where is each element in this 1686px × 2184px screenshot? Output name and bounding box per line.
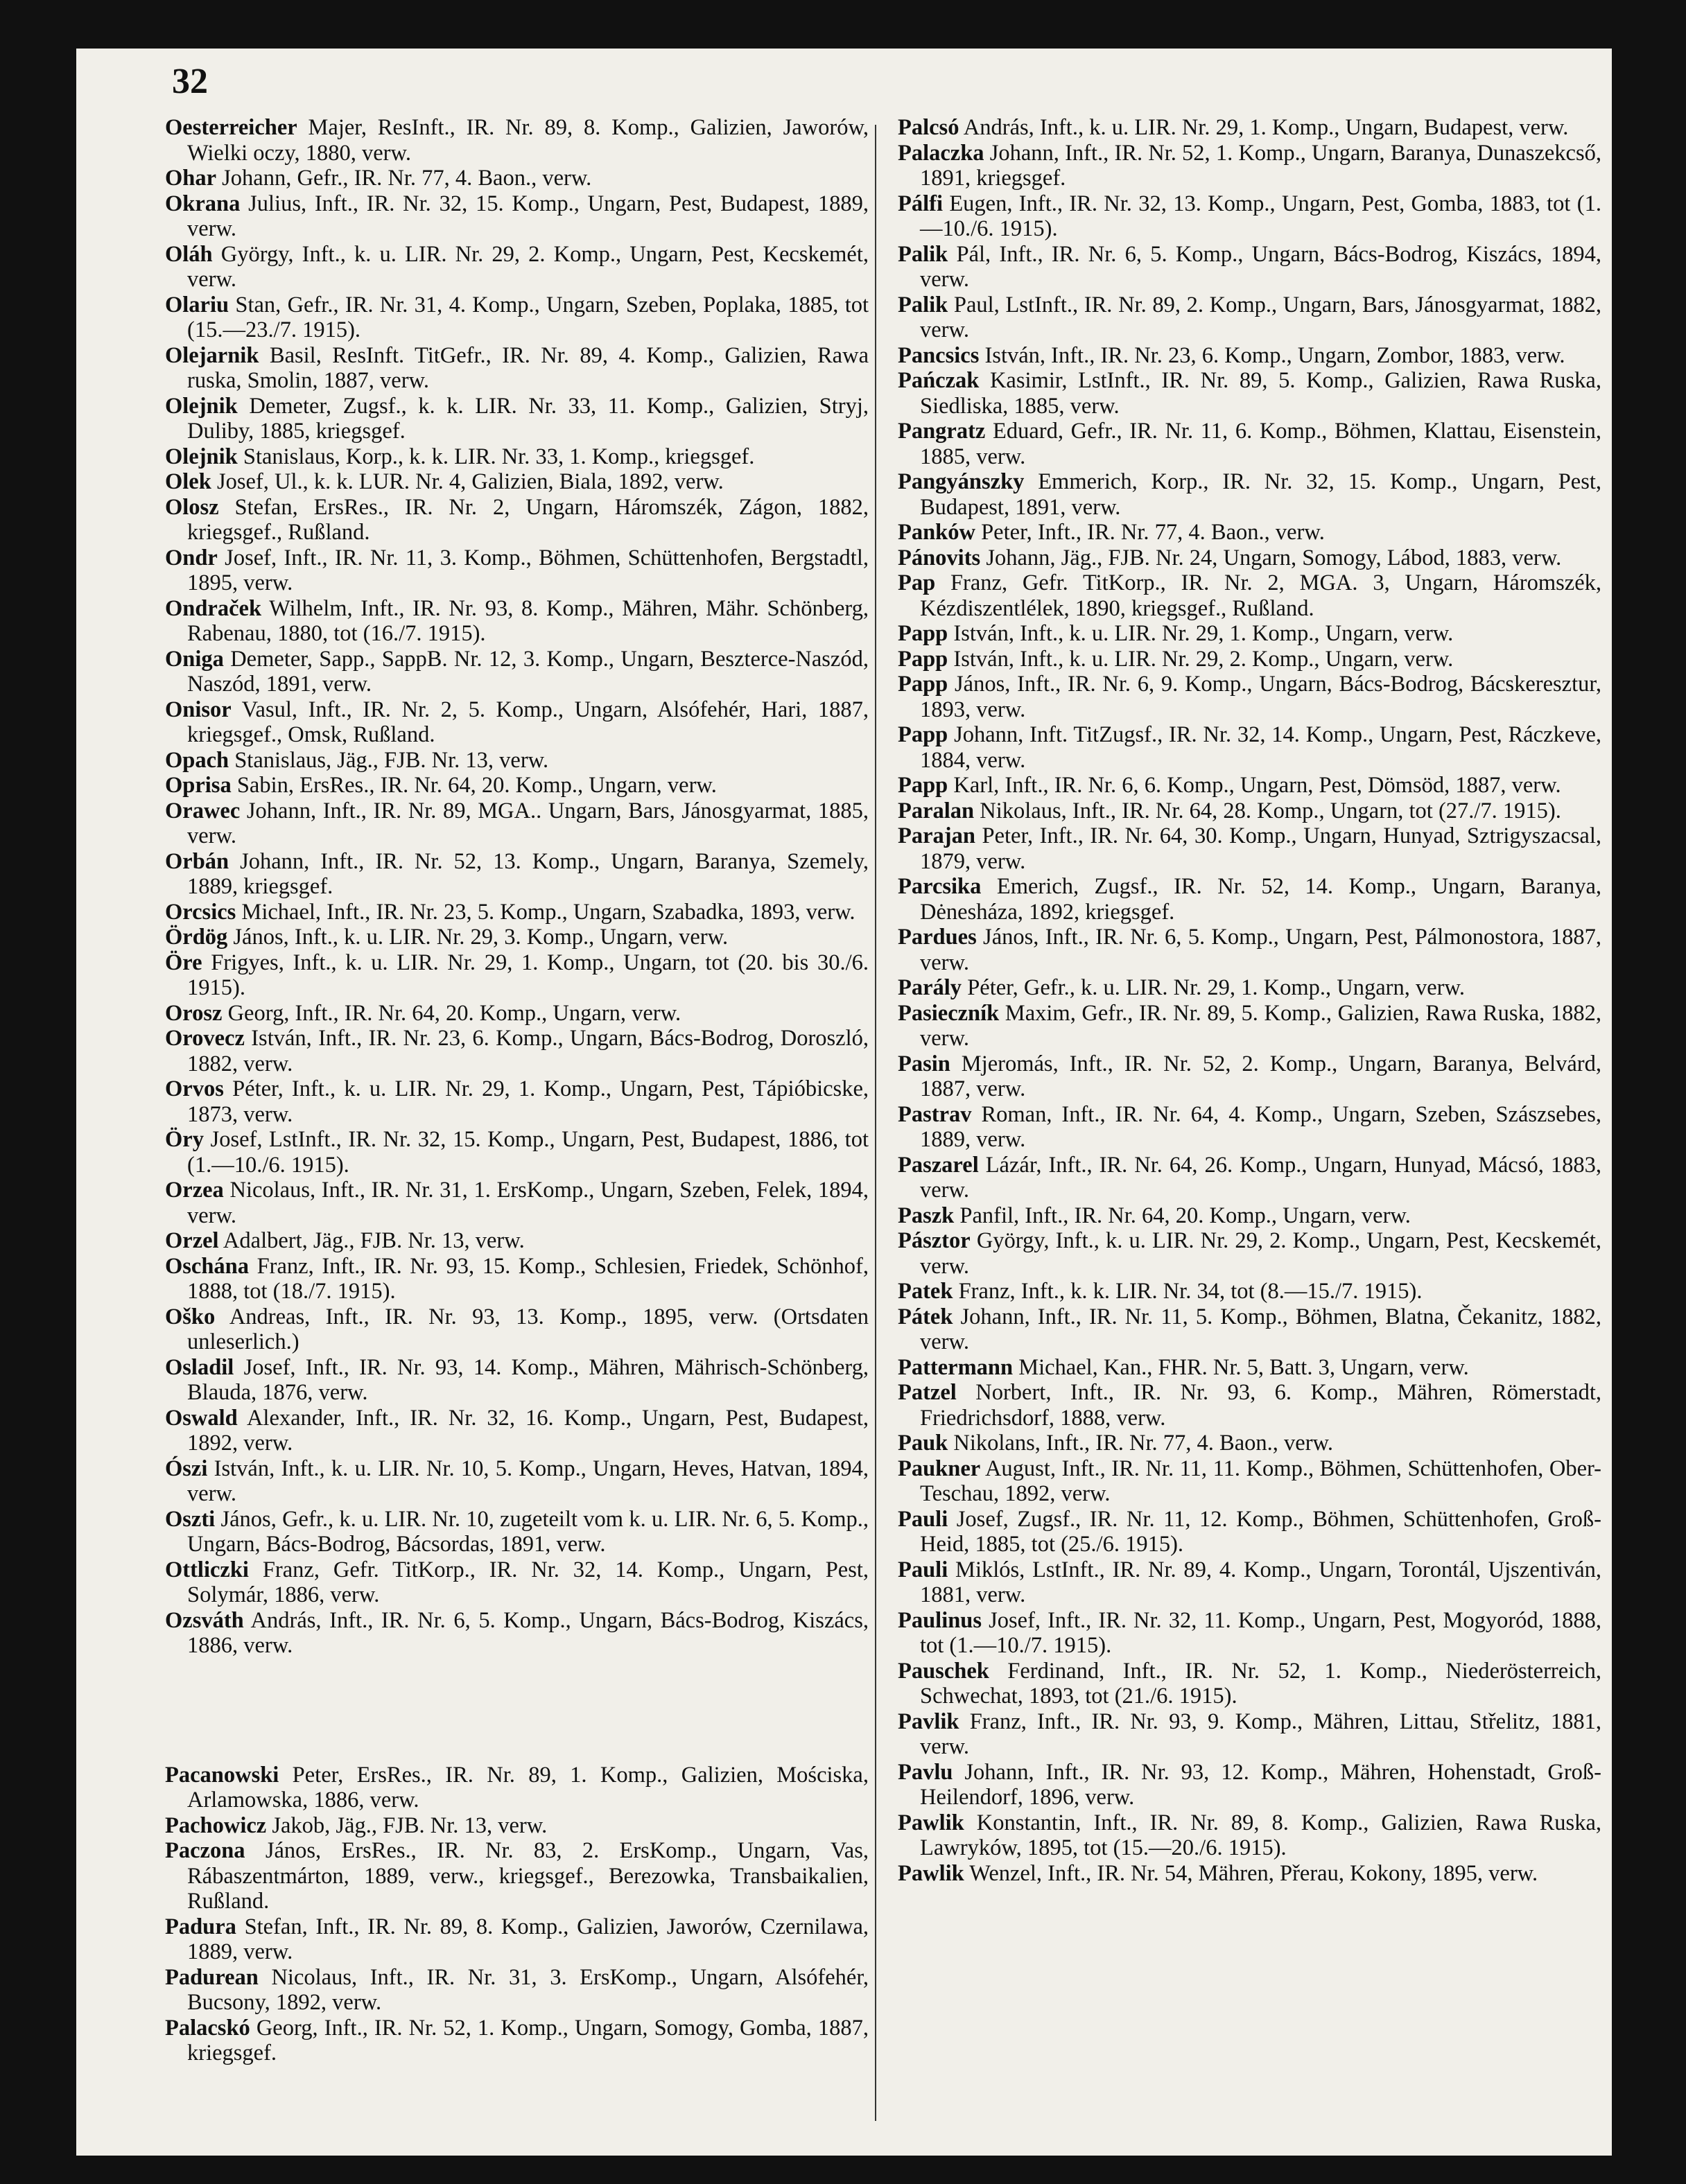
entry-details: Ferdinand, Inft., IR. Nr. 52, 1. Komp., Niederösterreich, Schwechat, 1893, tot (21./6. 1915). — [920, 1658, 1601, 1709]
entry-details: Franz, Inft., k. k. LIR. Nr. 34, tot (8.—15./7. 1915). — [953, 1279, 1423, 1304]
entry-details: János, ErsRes., IR. Nr. 83, 2. ErsKomp., Ungarn, Vas, Rábaszentmárton, 1889, verw., kriegsgef., Berezowka, Transbaikalien, Rußland. — [187, 1838, 869, 1914]
entry-details: Stefan, ErsRes., IR. Nr. 2, Ungarn, Háromszék, Zágon, 1882, kriegsgef., Rußland. — [187, 494, 869, 545]
list-entry — [898, 1102, 1601, 1153]
entry-surname: Pancsics — [898, 342, 980, 368]
entry-surname: Oprisa — [165, 773, 232, 798]
entry-details: György, Inft., k. u. LIR. Nr. 29, 2. Komp., Ungarn, Pest, Kecskemét, verw. — [920, 1228, 1601, 1279]
entry-surname: Pasieczník — [898, 1000, 1000, 1026]
list-entry — [165, 1456, 869, 1507]
entry-details: Stan, Gefr., IR. Nr. 31, 4. Komp., Ungarn, Szeben, Poplaka, 1885, tot (15.—23./7. 1915). — [187, 292, 869, 342]
entry-surname: Opach — [165, 747, 229, 773]
list-entry — [165, 1813, 869, 1839]
list-entry — [898, 570, 1601, 621]
entry-surname: Olariu — [165, 292, 229, 317]
list-entry — [898, 1001, 1601, 1051]
list-entry — [165, 1304, 869, 1355]
list-entry — [898, 925, 1601, 975]
entry-surname: Pauli — [898, 1557, 948, 1582]
entry-surname: Papp — [898, 621, 948, 646]
entry-surname: Pauschek — [898, 1658, 989, 1684]
entry-surname: Patek — [898, 1279, 953, 1304]
entry-details: Michael, Inft., IR. Nr. 23, 5. Komp., Ungarn, Szabadka, 1893, verw. — [236, 899, 855, 925]
entry-details: Jakob, Jäg., FJB. Nr. 13, verw. — [266, 1812, 548, 1838]
entry-details: András, Inft., k. u. LIR. Nr. 29, 1. Komp., Ungarn, Budapest, verw. — [959, 115, 1569, 140]
entry-surname: Olek — [165, 469, 211, 494]
list-entry — [898, 823, 1601, 874]
list-entry — [898, 1203, 1601, 1229]
list-entry — [898, 1760, 1601, 1810]
entry-surname: Ondraček — [165, 595, 262, 621]
entry-surname: Orovecz — [165, 1026, 245, 1051]
entry-surname: Orvos — [165, 1076, 224, 1101]
entry-details: Franz, Inft., IR. Nr. 93, 9. Komp., Mähren, Littau, Střelitz, 1881, verw. — [920, 1709, 1601, 1759]
list-entry — [898, 242, 1601, 292]
entry-surname: Pastrav — [898, 1101, 972, 1127]
entry-details: Konstantin, Inft., IR. Nr. 89, 8. Komp., Galizien, Rawa Ruska, Lawryków, 1895, tot (15.—20./6. 1915). — [920, 1810, 1601, 1860]
list-entry — [165, 773, 869, 798]
entry-details: János, Inft., IR. Nr. 6, 9. Komp., Ungarn, Bács-Bodrog, Bácskeresztur, 1893, verw. — [920, 672, 1601, 722]
entry-details: Johann, Inft., IR. Nr. 52, 13. Komp., Ungarn, Baranya, Szemely, 1889, kriegsgef. — [187, 848, 869, 899]
entry-details: Emerich, Zugsf., IR. Nr. 52, 14. Komp., Ungarn, Baranya, Dėnesháza, 1892, kriegsgef. — [920, 874, 1601, 925]
entry-details: August, Inft., IR. Nr. 11, 11. Komp., Böhmen, Schüttenhofen, Ober-Teschau, 1892, verw. — [920, 1456, 1601, 1506]
page-number: 32 — [172, 62, 208, 101]
list-entry — [165, 1507, 869, 1557]
entry-surname: Palaczka — [898, 140, 984, 166]
entry-details: Wenzel, Inft., IR. Nr. 54, Mähren, Přerau, Kokony, 1895, verw. — [964, 1860, 1538, 1886]
entry-details: Majer, ResInft., IR. Nr. 89, 8. Komp., Galizien, Jaworów, Wielki oczy, 1880, verw. — [187, 115, 869, 166]
entry-surname: Padurean — [165, 1964, 259, 1990]
entry-details: Johann, Inft. TitZugsf., IR. Nr. 32, 14. Komp., Ungarn, Pest, Ráczkeve, 1884, verw. — [920, 722, 1601, 773]
entry-details: György, Inft., k. u. LIR. Nr. 29, 2. Komp., Ungarn, Pest, Kecskemét, verw. — [187, 241, 869, 292]
entry-details: Johann, Jäg., FJB. Nr. 24, Ungarn, Somogy, Lábod, 1883, verw. — [980, 545, 1562, 570]
entry-details: Stanislaus, Jäg., FJB. Nr. 13, verw. — [229, 747, 549, 773]
list-entry — [898, 1355, 1601, 1381]
entry-surname: Oswald — [165, 1405, 238, 1431]
list-entry — [898, 368, 1601, 419]
entry-details: János, Gefr., k. u. LIR. Nr. 10, zugeteilt vom k. u. LIR. Nr. 6, 5. Komp., Ungarn, Bács-Bodrog, Bácsordas, 1891, verw. — [187, 1506, 869, 1557]
entry-details: Johann, Inft., IR. Nr. 11, 5. Komp., Böhmen, Blatna, Čekanitz, 1882, verw. — [920, 1304, 1601, 1354]
entry-details: Michael, Kan., FHR. Nr. 5, Batt. 3, Ungarn, verw. — [1013, 1354, 1469, 1380]
entry-details: Demeter, Sapp., SappB. Nr. 12, 3. Komp., Ungarn, Beszterce-Naszód, Naszód, 1891, verw. — [187, 646, 869, 697]
list-entry — [898, 1557, 1601, 1608]
list-entry — [165, 1557, 869, 1608]
list-entry — [898, 191, 1601, 242]
entry-surname: Pálfi — [898, 191, 943, 216]
entry-surname: Pasin — [898, 1051, 950, 1076]
entry-surname: Pachowicz — [165, 1812, 267, 1838]
entry-surname: Orcsics — [165, 899, 236, 925]
entry-surname: Palcsó — [898, 115, 959, 140]
list-entry — [898, 545, 1601, 571]
entry-surname: Ottliczki — [165, 1557, 249, 1582]
entry-surname: Pátek — [898, 1304, 953, 1329]
entry-surname: Papp — [898, 773, 948, 798]
list-entry — [165, 1838, 869, 1914]
entry-details: Andreas, Inft., IR. Nr. 93, 13. Komp., 1895, verw. (Ortsdaten unleserlich.) — [187, 1304, 869, 1354]
entry-details: Johann, Inft., IR. Nr. 89, MGA.. Ungarn, Bars, Jánosgyarmat, 1885, verw. — [187, 798, 869, 848]
entry-details: Johann, Inft., IR. Nr. 52, 1. Komp., Ungarn, Baranya, Dunaszekcső, 1891, kriegsgef. — [920, 140, 1601, 191]
entry-surname: Ószi — [165, 1456, 208, 1481]
entry-surname: Papp — [898, 722, 948, 747]
list-entry — [898, 975, 1601, 1001]
list-entry — [898, 469, 1601, 520]
entry-surname: Ozsváth — [165, 1607, 244, 1633]
list-entry — [165, 166, 869, 191]
list-entry — [898, 1608, 1601, 1659]
list-entry — [898, 1279, 1601, 1304]
entry-surname: Paszk — [898, 1203, 955, 1228]
entry-surname: Pacanowski — [165, 1762, 279, 1788]
entry-surname: Patzel — [898, 1380, 957, 1405]
entry-details: Julius, Inft., IR. Nr. 32, 15. Komp., Ungarn, Pest, Budapest, 1889, verw. — [187, 191, 869, 241]
list-entry — [165, 697, 869, 748]
entry-surname: Ondr — [165, 545, 218, 570]
document-page — [76, 49, 1612, 2156]
list-entry — [898, 1304, 1601, 1355]
entry-surname: Pavlu — [898, 1759, 953, 1785]
list-entry — [165, 596, 869, 647]
list-entry — [898, 621, 1601, 647]
list-entry — [165, 545, 869, 596]
list-entry — [165, 748, 869, 774]
entry-details: Johann, Inft., IR. Nr. 93, 12. Komp., Mähren, Hohenstadt, Groß-Heilendorf, 1896, verw. — [920, 1759, 1601, 1810]
list-entry — [165, 900, 869, 925]
list-entry — [165, 2016, 869, 2066]
entry-surname: Olejnik — [165, 393, 238, 419]
entry-surname: Paczona — [165, 1838, 245, 1863]
list-entry — [898, 1507, 1601, 1557]
entry-details: Johann, Gefr., IR. Nr. 77, 4. Baon., verw. — [216, 166, 592, 191]
list-entry — [165, 925, 869, 950]
list-entry — [165, 444, 869, 470]
entry-details: Maxim, Gefr., IR. Nr. 89, 5. Komp., Galizien, Rawa Ruska, 1882, verw. — [920, 1000, 1601, 1051]
entry-surname: Padura — [165, 1914, 236, 1939]
list-entry — [165, 1965, 869, 2016]
list-entry — [165, 292, 869, 343]
list-entry — [898, 722, 1601, 773]
entry-details: Franz, Inft., IR. Nr. 93, 15. Komp., Schlesien, Friedek, Schönhof, 1888, tot (18./7. 1915). — [187, 1253, 869, 1304]
list-entry — [165, 1763, 869, 1813]
list-entry — [165, 115, 869, 166]
list-entry — [165, 343, 869, 394]
entry-surname: Parcsika — [898, 874, 982, 899]
entry-surname: Paszarel — [898, 1152, 979, 1178]
list-entry — [165, 191, 869, 242]
entry-details: Basil, ResInft. TitGefr., IR. Nr. 89, 4. Komp., Galizien, Rawa ruska, Smolin, 1887, verw. — [187, 342, 869, 393]
entry-surname: Pásztor — [898, 1228, 971, 1253]
entry-details: Alexander, Inft., IR. Nr. 32, 16. Komp., Ungarn, Pest, Budapest, 1892, verw. — [187, 1405, 869, 1456]
entry-details: Péter, Gefr., k. u. LIR. Nr. 29, 1. Komp., Ungarn, verw. — [962, 975, 1465, 1000]
entry-surname: Oniga — [165, 646, 224, 672]
entry-details: Stefan, Inft., IR. Nr. 89, 8. Komp., Galizien, Jaworów, Czernilawa, 1889, verw. — [187, 1914, 869, 1964]
right-column — [898, 115, 1601, 1886]
list-entry — [165, 1026, 869, 1076]
list-entry — [898, 1709, 1601, 1760]
entry-details: Vasul, Inft., IR. Nr. 2, 5. Komp., Ungarn, Alsófehér, Hari, 1887, kriegsgef., Omsk, Rußland. — [187, 697, 869, 747]
entry-details: Wilhelm, Inft., IR. Nr. 93, 8. Komp., Mähren, Mähr. Schönberg, Rabenau, 1880, tot (16./7. 1915). — [187, 595, 869, 646]
entry-details: Mjeromás, Inft., IR. Nr. 52, 2. Komp., Ungarn, Baranya, Belvárd, 1887, verw. — [920, 1051, 1601, 1101]
entry-surname: Palik — [898, 292, 948, 317]
entry-surname: Orbán — [165, 848, 229, 874]
entry-surname: Pap — [898, 570, 936, 595]
entry-surname: Pangyánszky — [898, 469, 1025, 494]
entry-details: Josef, Ul., k. k. LUR. Nr. 4, Galizien, Biala, 1892, verw. — [211, 469, 724, 494]
entry-details: Josef, Inft., IR. Nr. 11, 3. Komp., Böhmen, Schüttenhofen, Bergstadtl, 1895, verw. — [187, 545, 869, 595]
list-entry — [165, 242, 869, 292]
entry-details: András, Inft., IR. Nr. 6, 5. Komp., Ungarn, Bács-Bodrog, Kiszács, 1886, verw. — [187, 1607, 869, 1658]
entry-details: Kasimir, LstInft., IR. Nr. 89, 5. Komp., Galizien, Rawa Ruska, Siedliska, 1885, verw. — [920, 368, 1601, 419]
entry-surname: Pawlik — [898, 1860, 964, 1886]
entry-surname: Olosz — [165, 494, 219, 520]
list-entry — [165, 1127, 869, 1178]
entry-surname: Oschána — [165, 1253, 250, 1279]
entry-surname: Paralan — [898, 798, 975, 823]
entry-details: István, Inft., k. u. LIR. Nr. 29, 1. Komp., Ungarn, verw. — [948, 621, 1454, 646]
entry-details: Peter, Inft., IR. Nr. 64, 30. Komp., Ungarn, Hunyad, Sztrigyszacsal, 1879, verw. — [920, 823, 1601, 874]
list-entry — [898, 1380, 1601, 1431]
entry-surname: Oško — [165, 1304, 216, 1329]
entry-details: Josef, LstInft., IR. Nr. 32, 15. Komp., Ungarn, Pest, Budapest, 1886, tot (1.—10./6. 1915). — [187, 1127, 869, 1178]
entry-details: Nikolaus, Inft., IR. Nr. 64, 28. Komp., Ungarn, tot (27./7. 1915). — [974, 798, 1561, 823]
entry-details: Frigyes, Inft., k. u. LIR. Nr. 29, 1. Komp., Ungarn, tot (20. bis 30./6. 1915). — [187, 950, 869, 1000]
entry-surname: Öre — [165, 950, 202, 975]
entry-details: Georg, Inft., IR. Nr. 64, 20. Komp., Ungarn, verw. — [222, 1000, 681, 1026]
list-entry — [898, 1431, 1601, 1456]
entry-details: Georg, Inft., IR. Nr. 52, 1. Komp., Ungarn, Somogy, Gomba, 1887, kriegsgef. — [187, 2015, 869, 2065]
entry-surname: Orzea — [165, 1178, 224, 1203]
list-entry — [165, 1608, 869, 1659]
entry-surname: Onisor — [165, 697, 232, 722]
list-entry — [165, 1178, 869, 1228]
entry-surname: Paulinus — [898, 1607, 982, 1633]
entry-surname: Pavlik — [898, 1709, 959, 1734]
entry-details: Eduard, Gefr., IR. Nr. 11, 6. Komp., Böhmen, Klattau, Eisenstein, 1885, verw. — [920, 419, 1601, 469]
entry-details: Nicolaus, Inft., IR. Nr. 31, 3. ErsKomp., Ungarn, Alsófehér, Bucsony, 1892, verw. — [187, 1964, 869, 2015]
entry-surname: Oszti — [165, 1506, 216, 1532]
list-entry — [165, 1001, 869, 1027]
list-entry — [898, 773, 1601, 798]
list-entry — [898, 647, 1601, 672]
entry-surname: Ohar — [165, 166, 217, 191]
entry-details: István, Inft., k. u. LIR. Nr. 10, 5. Komp., Ungarn, Heves, Hatvan, 1894, verw. — [187, 1456, 869, 1506]
entry-details: Lázár, Inft., IR. Nr. 64, 26. Komp., Ungarn, Hunyad, Mácsó, 1883, verw. — [920, 1152, 1601, 1203]
entry-surname: Orawec — [165, 798, 241, 823]
list-entry — [898, 419, 1601, 469]
entry-details: Roman, Inft., IR. Nr. 64, 4. Komp., Ungarn, Szeben, Szászsebes, 1889, verw. — [920, 1101, 1601, 1152]
column-divider — [875, 125, 876, 2121]
entry-surname: Olejnik — [165, 444, 238, 469]
entry-details: Eugen, Inft., IR. Nr. 32, 13. Komp., Ungarn, Pest, Gomba, 1883, tot (1.—10./6. 1915). — [920, 191, 1601, 241]
section-gap — [165, 1659, 869, 1763]
list-entry — [165, 1355, 869, 1406]
entry-surname: Oesterreicher — [165, 115, 297, 140]
entry-details: Franz, Gefr. TitKorp., IR. Nr. 32, 14. Komp., Ungarn, Pest, Solymár, 1886, verw. — [187, 1557, 869, 1607]
entry-surname: Oláh — [165, 241, 213, 267]
entry-details: Josef, Inft., IR. Nr. 93, 14. Komp., Mähren, Mährisch-Schönberg, Blauda, 1876, verw. — [187, 1354, 869, 1405]
entry-details: Nicolaus, Inft., IR. Nr. 31, 1. ErsKomp., Ungarn, Szeben, Felek, 1894, verw. — [187, 1178, 869, 1228]
entry-surname: Olejarnik — [165, 342, 259, 368]
list-entry — [165, 469, 869, 495]
entry-surname: Pauli — [898, 1506, 948, 1532]
list-entry — [165, 394, 869, 444]
entry-details: Stanislaus, Korp., k. k. LIR. Nr. 33, 1. Komp., kriegsgef. — [237, 444, 755, 469]
entry-surname: Pawlik — [898, 1810, 964, 1835]
list-entry — [898, 343, 1601, 369]
list-entry — [898, 1051, 1601, 1102]
list-entry — [165, 798, 869, 849]
list-entry — [898, 141, 1601, 191]
entry-details: Peter, ErsRes., IR. Nr. 89, 1. Komp., Galizien, Mościska, Arlamowska, 1886, verw. — [187, 1762, 869, 1812]
list-entry — [165, 1914, 869, 1965]
entry-surname: Öry — [165, 1127, 204, 1152]
entry-surname: Orosz — [165, 1000, 223, 1026]
entry-details: Péter, Inft., k. u. LIR. Nr. 29, 1. Komp., Ungarn, Pest, Tápióbicske, 1873, verw. — [187, 1076, 869, 1127]
entry-surname: Osladil — [165, 1354, 234, 1380]
list-entry — [898, 672, 1601, 722]
list-entry — [898, 1456, 1601, 1507]
list-entry — [165, 647, 869, 697]
list-entry — [165, 1406, 869, 1456]
list-entry — [898, 292, 1601, 343]
left-column — [165, 115, 869, 2066]
entry-surname: Parály — [898, 975, 962, 1000]
entry-surname: Okrana — [165, 191, 241, 216]
entry-surname: Parajan — [898, 823, 975, 848]
entry-details: János, Inft., IR. Nr. 6, 5. Komp., Ungarn, Pest, Pálmonostora, 1887, verw. — [920, 925, 1601, 975]
entry-surname: Paukner — [898, 1456, 981, 1481]
entry-surname: Papp — [898, 672, 948, 697]
entry-details: Josef, Inft., IR. Nr. 32, 11. Komp., Ungarn, Pest, Mogyoród, 1888, tot (1.—10./7. 1915). — [920, 1607, 1601, 1658]
list-entry — [898, 798, 1601, 824]
entry-surname: Palacskó — [165, 2015, 250, 2041]
list-entry — [165, 495, 869, 545]
list-entry — [165, 950, 869, 1001]
list-entry — [898, 115, 1601, 141]
entry-details: Pál, Inft., IR. Nr. 6, 5. Komp., Ungarn, Bács-Bodrog, Kiszács, 1894, verw. — [920, 241, 1601, 292]
entry-surname: Orzel — [165, 1228, 219, 1253]
list-entry — [898, 874, 1601, 925]
entry-surname: Palik — [898, 241, 948, 267]
entry-details: Josef, Zugsf., IR. Nr. 11, 12. Komp., Böhmen, Schüttenhofen, Groß-Heid, 1885, tot (25./6. 1915). — [920, 1506, 1601, 1557]
entry-details: István, Inft., k. u. LIR. Nr. 29, 2. Komp., Ungarn, verw. — [948, 646, 1454, 672]
entry-details: Peter, Inft., IR. Nr. 77, 4. Baon., verw. — [975, 520, 1325, 545]
list-entry — [165, 849, 869, 900]
entry-surname: Pangratz — [898, 419, 986, 444]
entry-details: Norbert, Inft., IR. Nr. 93, 6. Komp., Mähren, Römerstadt, Friedrichsdorf, 1888, verw. — [920, 1380, 1601, 1431]
list-entry — [165, 1076, 869, 1127]
list-entry — [898, 1810, 1601, 1861]
entry-surname: Ördög — [165, 925, 228, 950]
entry-details: Emmerich, Korp., IR. Nr. 32, 15. Komp., Ungarn, Pest, Budapest, 1891, verw. — [920, 469, 1601, 520]
list-entry — [165, 1254, 869, 1304]
list-entry — [898, 1153, 1601, 1203]
entry-details: Paul, LstInft., IR. Nr. 89, 2. Komp., Ungarn, Bars, Jánosgyarmat, 1882, verw. — [920, 292, 1601, 342]
entry-details: István, Inft., IR. Nr. 23, 6. Komp., Ungarn, Bács-Bodrog, Doroszló, 1882, verw. — [187, 1026, 869, 1076]
entry-surname: Papp — [898, 646, 948, 672]
entry-details: Adalbert, Jäg., FJB. Nr. 13, verw. — [218, 1228, 525, 1253]
entry-surname: Pardues — [898, 925, 977, 950]
entry-details: Demeter, Zugsf., k. k. LIR. Nr. 33, 11. Komp., Galizien, Stryj, Duliby, 1885, kriegsgef. — [187, 393, 869, 444]
entry-surname: Pauk — [898, 1431, 948, 1456]
entry-details: János, Inft., k. u. LIR. Nr. 29, 3. Komp., Ungarn, verw. — [227, 925, 729, 950]
entry-details: Panfil, Inft., IR. Nr. 64, 20. Komp., Ungarn, verw. — [954, 1203, 1411, 1228]
entry-details: István, Inft., IR. Nr. 23, 6. Komp., Ungarn, Zombor, 1883, verw. — [979, 342, 1565, 368]
entry-details: Karl, Inft., IR. Nr. 6, 6. Komp., Ungarn, Pest, Dömsöd, 1887, verw. — [948, 773, 1561, 798]
entry-surname: Pánovits — [898, 545, 981, 570]
entry-details: Franz, Gefr. TitKorp., IR. Nr. 2, MGA. 3, Ungarn, Háromszék, Kézdiszentlélek, 1890, kriegsgef., Rußland. — [920, 570, 1601, 621]
entry-surname: Pattermann — [898, 1354, 1014, 1380]
entry-details: Miklós, LstInft., IR. Nr. 89, 4. Komp., Ungarn, Torontál, Ujszentiván, 1881, verw. — [920, 1557, 1601, 1607]
entry-details: Nikolans, Inft., IR. Nr. 77, 4. Baon., verw. — [948, 1431, 1334, 1456]
list-entry — [898, 520, 1601, 545]
entry-surname: Panków — [898, 520, 975, 545]
list-entry — [898, 1861, 1601, 1887]
list-entry — [898, 1659, 1601, 1709]
list-entry — [165, 1228, 869, 1254]
entry-details: Sabin, ErsRes., IR. Nr. 64, 20. Komp., Ungarn, verw. — [231, 773, 717, 798]
list-entry — [898, 1228, 1601, 1279]
entry-surname: Pańczak — [898, 368, 980, 393]
